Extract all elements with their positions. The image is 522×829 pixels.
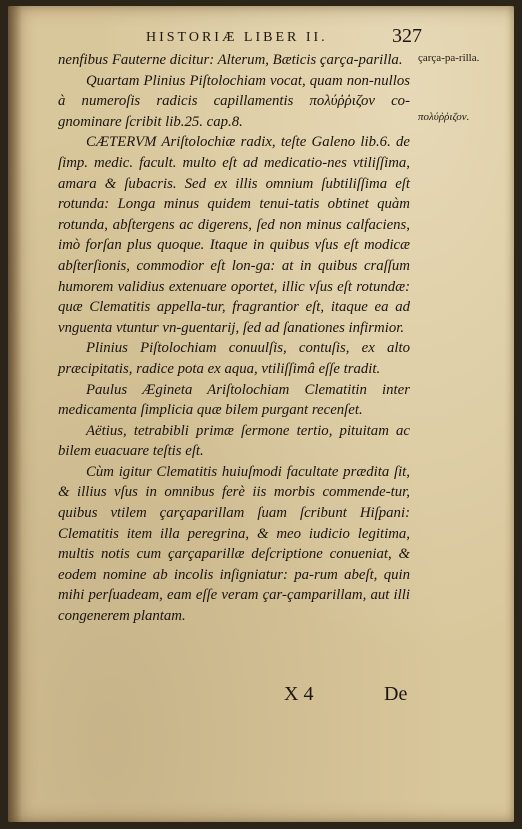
page-number: 327 <box>392 25 422 47</box>
main-text <box>58 50 410 627</box>
paragraph-2: Quartam Plinius Piſtolochiam vocat, quam non-nullos à numeroſis radicis capillamentis πολύῤῥιζον co-gnominare ſcribit lib.25. cap.8. <box>58 72 410 130</box>
paragraph-5: Paulus Ægineta Ariſtolochiam Clematitin inter medicamenta ſimplicia quæ bilem purgant recenſet. <box>58 381 410 419</box>
margin-note-greek: πολύῤῥιζον. <box>418 111 470 123</box>
catchword: De <box>384 683 408 705</box>
signature-mark: X 4 <box>284 683 314 705</box>
paragraph-6: Aëtius, tetrabibli primæ ſermone tertio, pituitam ac bilem euacuare teſtis eſt. <box>58 422 410 460</box>
running-title: HISTORIÆ LIBER II. <box>146 30 328 45</box>
paragraph-7: Cùm igitur Clematitis huiuſmodi facultate prædita ſit, & illius vſus in omnibus ferè iis morbis commende-tur, quibus vtilem çarçaparillam ſuam ſcribunt Hiſpani: Clematitis item illa peregrina, & meo iudicio legitima, multis notis cum çarçaparillæ deſcriptione conueniat, & eodem nomine ab incolis inſigniatur: pa-rum abeſt, quin mihi perſuadeam, eam eſſe veram çar-çamparillam, aut illi congenerem plantam. <box>58 463 410 625</box>
paragraph-4: Plinius Piſtolochiam conuulſis, contuſis, ex alto præcipitatis, radice pota ex aqua, vtiliſſimâ eſſe tradit. <box>58 340 410 377</box>
paragraph-1: nenfibus Fauterne dicitur: Alterum, Bæticis çarça-parilla. <box>58 52 403 68</box>
paragraph-3: CÆTERVM Ariſtolochiæ radix, teſte Galeno lib.6. de ſimp. medic. facult. multo eſt ad medicatio-nes vtiliſſima, amara & ſubacris. Sed ex illis omnium ſubtiliſſima eſt rotunda: Longa minus quidem tenui-tatis obtinet quàm rotunda, abſtergens ac digerens, ſed non minus calfaciens, imò forſan plus quoque. Itaque in quibus vſus eſt modicæ abſterſionis, commodior eſt lon-ga: at in quibus craſſum humorem validius extenuare oportet, illic vſus eſt rotundæ: quæ Clematitis appella-tur, fragrantior eſt, itaque ea ad vnguenta vtuntur vn-guentarij, ſed ad ſanationes infirmior. <box>58 134 410 336</box>
page-footer <box>284 683 434 713</box>
margin-note-carcaparilla: çarça-pa-rilla. <box>418 52 480 64</box>
gutter-shadow <box>8 6 22 822</box>
